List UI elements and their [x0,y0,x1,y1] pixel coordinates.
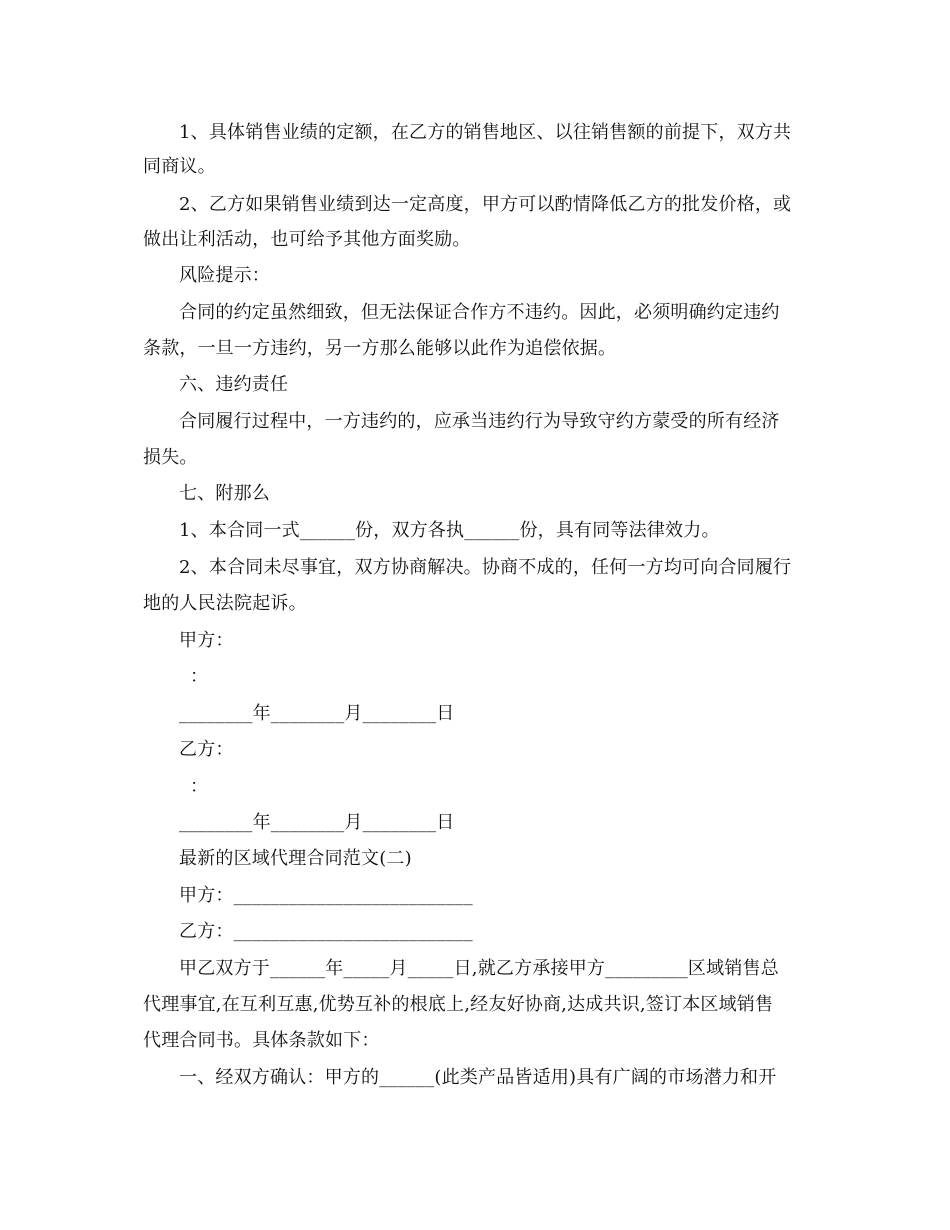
contract-title: 最新的区域代理合同范文(二) [179,848,412,869]
paragraph-line: 条款，一旦一方违约，另一方那么能够以此作为追偿依据。 [143,338,617,359]
paragraph-line: 合同的约定虽然细致，但无法保证合作方不违约。因此，必须明确约定违约 [179,302,780,323]
date-line: ________年________月________日 [179,703,455,724]
party-a-label: 甲方： [179,630,234,651]
signature-colon: ： [190,776,209,797]
date-line: ________年________月________日 [179,812,455,833]
paragraph-line: 代理合同书。具体条款如下： [143,1030,380,1051]
paragraph-line: 合同履行过程中，一方违约的，应承当违约行为导致守约方蒙受的所有经济 [179,411,780,432]
section-heading: 七、附那么 [179,483,270,504]
signature-colon: ： [190,666,209,687]
paragraph-line: 2、乙方如果销售业绩到达一定高度，甲方可以酌情降低乙方的批发价格，或 [179,194,792,215]
party-a-field: 甲方：__________________________ [179,885,473,906]
paragraph-line: 一、经双方确认：甲方的______(此类产品皆适用)具有广阔的市场潜力和开 [179,1067,777,1088]
paragraph-line: 地的人民法院起诉。 [143,593,307,614]
section-heading: 六、违约责任 [179,374,289,395]
paragraph-line: 2、本合同未尽事宜，双方协商解决。协商不成的，任何一方均可向合同履行 [179,557,792,578]
paragraph-line: 同商议。 [143,156,216,177]
paragraph-line: 1、本合同一式______份，双方各执______份，具有同等法律效力。 [179,520,720,541]
party-b-field: 乙方：__________________________ [179,921,473,942]
paragraph-line: 1、具体销售业绩的定额，在乙方的销售地区、以往销售额的前提下，双方共 [179,122,792,143]
paragraph-line: 做出让利活动，也可给予其他方面奖励。 [143,229,471,250]
paragraph-line: 代理事宜,在互利互惠,优势互补的根底上,经友好协商,达成共识,签订本区域销售 [143,994,774,1015]
paragraph-line: 损失。 [143,447,198,468]
paragraph-line: 甲乙双方于______年_____月_____日,就乙方承接甲方_________区域销售总 [179,958,779,979]
section-label: 风险提示： [179,265,270,286]
party-b-label: 乙方： [179,739,234,760]
